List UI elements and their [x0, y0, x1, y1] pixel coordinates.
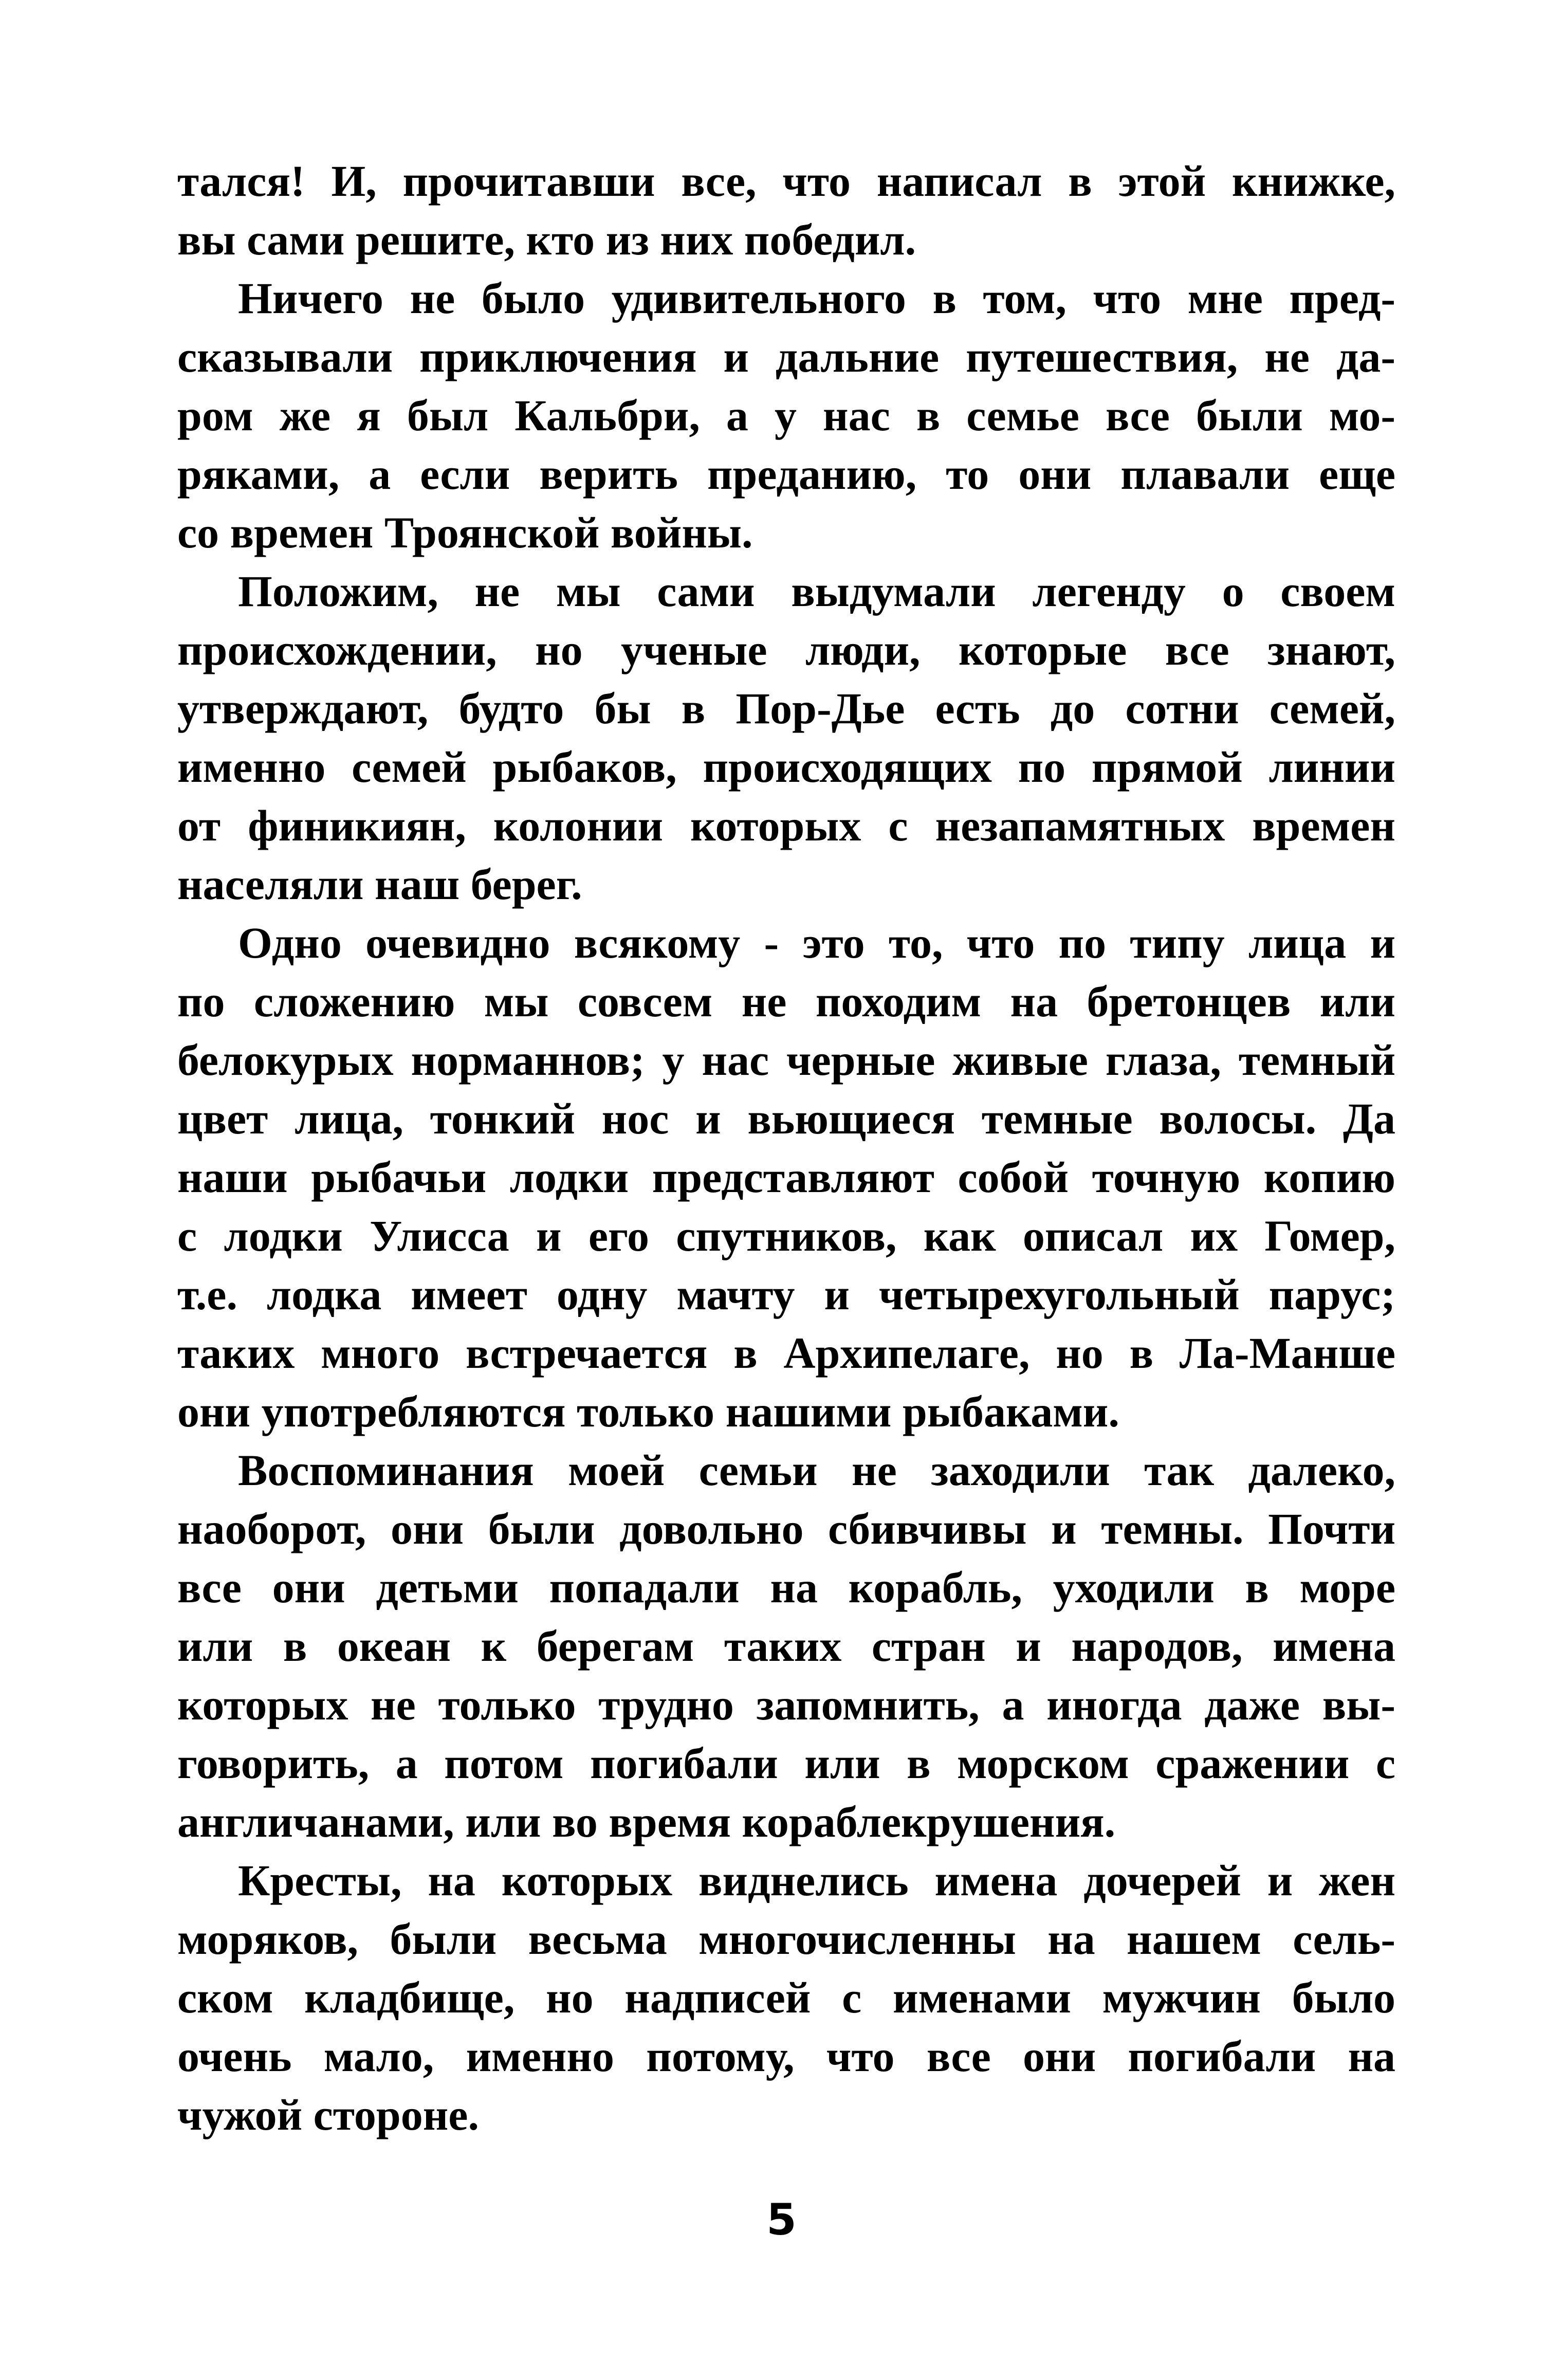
text-line: они употребляются только нашими рыбаками.	[177, 1387, 1119, 1436]
body-text	[177, 152, 1395, 2144]
text-line: с лодки Улисса и его спутников, как описал их Гомер,	[177, 1211, 1395, 1260]
page-number: 5	[766, 2194, 797, 2245]
text-line: ром же я был Кальбри, а у нас в семье все были мо-	[177, 391, 1395, 440]
text-line: очень мало, именно потому, что все они погибали на	[177, 2031, 1395, 2081]
text-line: которых не только трудно запомнить, а иногда даже вы-	[177, 1680, 1395, 1729]
text-line: наши рыбачьи лодки представляют собой точную копию	[177, 1152, 1395, 1202]
paragraph	[177, 152, 1395, 269]
text-line: по сложению мы совсем не походим на бретонцев или	[177, 977, 1395, 1026]
text-line: происхождении, но ученые люди, которые все знают,	[177, 625, 1395, 674]
text-line: цвет лица, тонкий нос и вьющиеся темные волосы. Да	[177, 1094, 1395, 1143]
paragraph	[177, 1851, 1395, 2144]
text-line: Воспоминания моей семьи не заходили так далеко,	[238, 1445, 1395, 1495]
paragraph	[177, 269, 1395, 562]
text-line: сказывали приключения и дальние путешествия, не да-	[177, 332, 1395, 381]
text-line: вы сами решите, кто из них победил.	[177, 215, 916, 264]
text-line: белокурых норманнов; у нас черные живые глаза, темный	[177, 1035, 1395, 1085]
text-line: Положим, не мы сами выдумали легенду о своем	[238, 566, 1395, 616]
text-line: Ничего не было удивительного в том, что мне пред-	[238, 273, 1395, 323]
text-line: англичанами, или во время кораблекрушения.	[177, 1797, 1116, 1846]
text-line: тался! И, прочитавши все, что написал в этой книжке,	[177, 156, 1395, 206]
paragraph	[177, 913, 1395, 1441]
text-line: Кресты, на которых виднелись имена дочерей и жен	[238, 1856, 1395, 1905]
text-line: наоборот, они были довольно сбивчивы и темны. Почти	[177, 1504, 1395, 1553]
text-line: населяли наш берег.	[177, 859, 582, 909]
text-line: таких много встречается в Архипелаге, но в Ла-Манше	[177, 1328, 1395, 1378]
text-line: от финикиян, колонии которых с незапамятных времен	[177, 801, 1395, 850]
text-line: все они детьми попадали на корабль, уходили в море	[177, 1563, 1395, 1612]
text-line: утверждают, будто бы в Пор-Дье есть до сотни семей,	[177, 684, 1395, 733]
text-line: или в океан к берегам таких стран и народов, имена	[177, 1621, 1395, 1671]
text-line: ряками, а если верить преданию, то они плавали еще	[177, 449, 1395, 499]
paragraph	[177, 562, 1395, 913]
text-line: именно семей рыбаков, происходящих по прямой линии	[177, 742, 1395, 792]
paragraph	[177, 1441, 1395, 1851]
text-line: т.е. лодка имеет одну мачту и четырехугольный парус;	[177, 1270, 1395, 1319]
text-line: ском кладбище, но надписей с именами мужчин было	[177, 1973, 1395, 2022]
text-line: Одно очевидно всякому - это то, что по типу лица и	[238, 918, 1395, 967]
text-line: со времен Троянской войны.	[177, 508, 753, 557]
text-line: чужой стороне.	[177, 2090, 479, 2139]
text-line: говорить, а потом погибали или в морском сражении с	[177, 1738, 1395, 1788]
text-line: моряков, были весьма многочисленны на нашем сель-	[177, 1914, 1395, 1964]
